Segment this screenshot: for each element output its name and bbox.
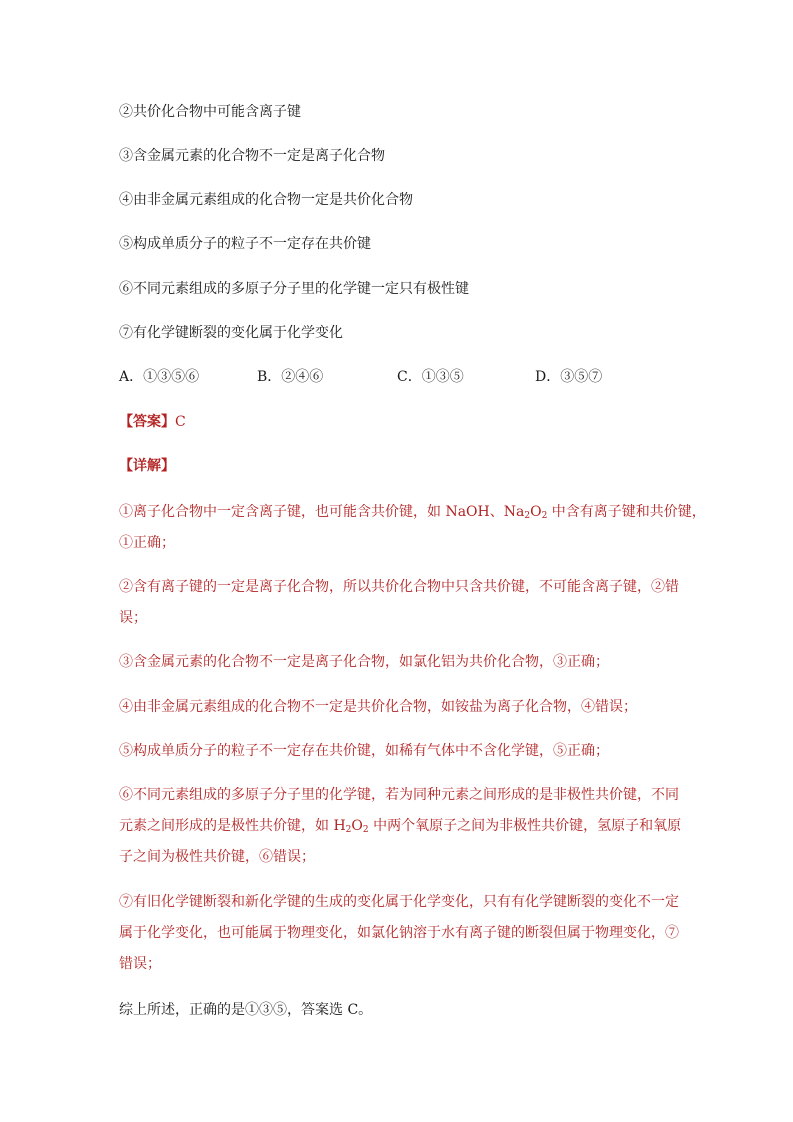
detail-p3: ③含金属元素的化合物不一定是离子化合物，如氯化铝为共价化合物，③正确； — [119, 654, 609, 670]
detail-p6-line1: ⑥不同元素组成的多原子分子里的化学键，若为同种元素之间形成的是非极性共价键，不同 — [119, 787, 679, 803]
option-c: C．①③⑤ — [397, 369, 464, 385]
statement-5: ⑤构成单质分子的粒子不一定存在共价键 — [119, 236, 371, 252]
statement-2: ②共价化合物中可能含离子键 — [119, 104, 301, 120]
option-d: D．③⑤⑦ — [535, 369, 603, 385]
detail-p5: ⑤构成单质分子的粒子不一定存在共价键，如稀有气体中不含化学键，⑤正确； — [119, 743, 609, 759]
detail-p6-line3: 子之间为极性共价键，⑥错误； — [119, 849, 315, 865]
option-a: A．①③⑤⑥ — [119, 369, 200, 385]
detail-p1-line1: ①离子化合物中一定含离子键，也可能含共价键，如 NaOH、$Na_2O_2$ 中含有离子键和共价键， — [119, 504, 706, 521]
detail-p4: ④由非金属元素组成的化合物不一定是共价化合物，如铵盐为离子化合物，④错误； — [119, 699, 637, 715]
detail-p1-line2: ①正确； — [119, 535, 175, 551]
statement-4: ④由非金属元素组成的化合物一定是共价化合物 — [119, 192, 413, 208]
option-b: B．②④⑥ — [257, 369, 324, 385]
statement-6: ⑥不同元素组成的多原子分子里的化学键一定只有极性键 — [119, 281, 469, 297]
statement-3: ③含金属元素的化合物不一定是离子化合物 — [119, 148, 385, 164]
answer-value: C — [175, 414, 186, 430]
detail-p7-line2: 属于化学变化，也可能属于物理变化，如氯化钠溶于水有离子键的断裂但属于物理变化，⑦ — [119, 925, 679, 941]
detail-p2-line1: ②含有离子键的一定是离子化合物，所以共价化合物中只含共价键，不可能含离子键，②错 — [119, 579, 679, 595]
statement-7: ⑦有化学键断裂的变化属于化学变化 — [119, 325, 343, 341]
answer-line — [119, 412, 186, 432]
detail-p2-line2: 误； — [119, 610, 147, 626]
detail-p7-line3: 错误； — [119, 956, 161, 972]
answer-label: 【答案】 — [119, 414, 175, 430]
detail-label: 【详解】 — [119, 458, 175, 474]
detail-p7-line1: ⑦有旧化学键断裂和新化学键的生成的变化属于化学变化，只有有化学键断裂的变化不一定 — [119, 894, 679, 910]
detail-p6-line2: 元素之间形成的是极性共价键，如 $H_2O_2$ 中两个氧原子之间为非极性共价键，氢原子和氧原 — [119, 818, 682, 835]
summary-line: 综上所述，正确的是①③⑤，答案选 C。 — [119, 1002, 373, 1018]
